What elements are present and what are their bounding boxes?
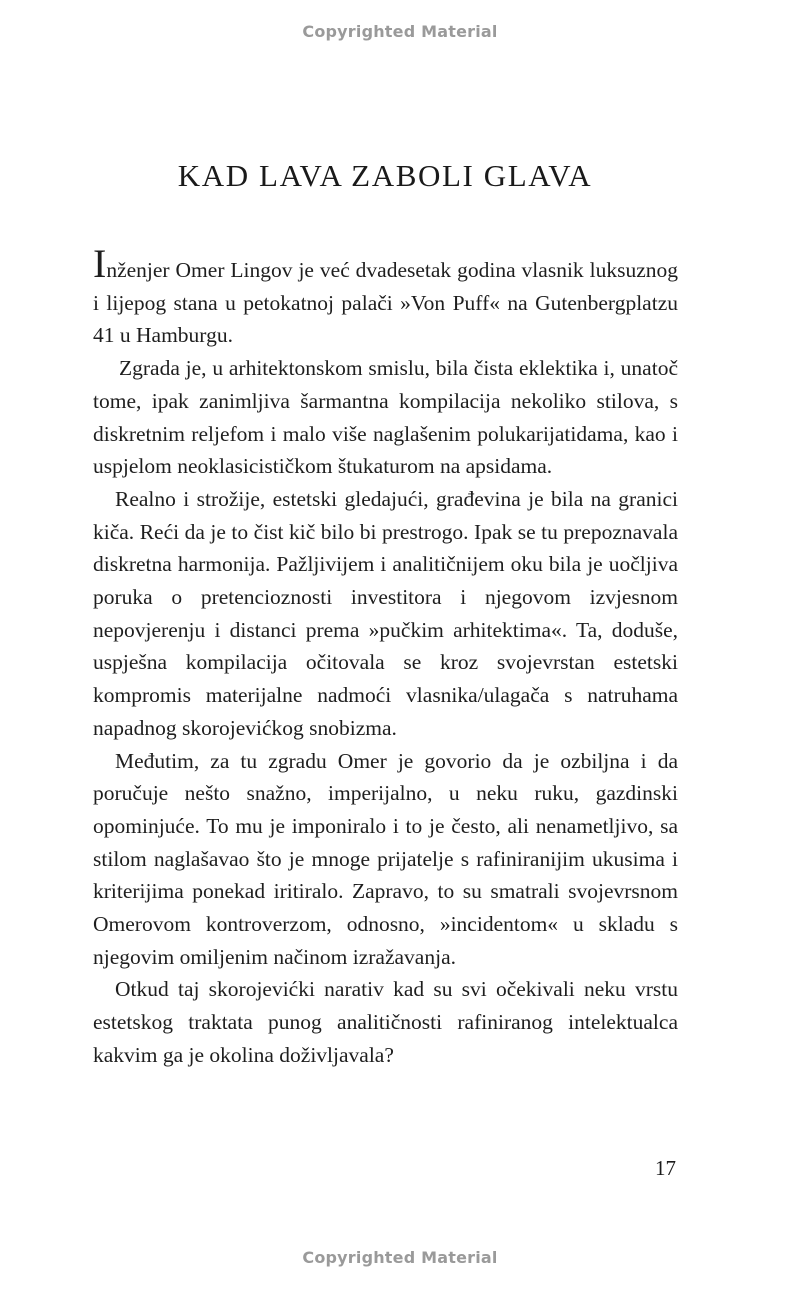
paragraph-1-text: nženjer Omer Lingov je već dvadesetak godina vlasnik luksuznog i lijepog stana u petokatnoj palači »Von Puff« na Gutenbergplatzu 41 u Hamburgu.: [93, 258, 678, 348]
drop-cap: I: [93, 241, 107, 286]
chapter-body: [93, 241, 678, 1072]
page-number: 17: [655, 1156, 676, 1180]
chapter-title: KAD LAVA ZABOLI GLAVA: [177, 158, 593, 193]
paragraph-4: Međutim, za tu zgradu Omer je govorio da je ozbiljna i da poručuje nešto snažno, imperijalno, u neku ruku, gazdinski opominjuće. To mu je imponiralo i to je često, ali nenametljivo, sa stilom naglašavao što je mnoge prijatelje s rafiniranijim ukusima i kriterijima ponekad iritiralo. Zapravo, to su smatrali svojevrsnom Omerovom kontroverzom, odnosno, »incidentom« u skladu s njegovim omiljenim načinom izražavanja.: [93, 748, 678, 969]
paragraph-5: Otkud taj skorojevićki narativ kad su svi očekivali neku vrstu estetskog traktata punog analitičnosti rafiniranog intelektualca kakvim ga je okolina doživljavala?: [93, 977, 678, 1067]
copyright-watermark-top: Copyrighted Material: [302, 22, 498, 41]
copyright-watermark-bottom: Copyrighted Material: [302, 1248, 498, 1267]
paragraph-1: [93, 241, 678, 352]
paragraph-2: Zgrada je, u arhitektonskom smislu, bila čista eklektika i, unatoč tome, ipak zanimljiva šarmantna kompilacija nekoliko stilova, s diskretnim reljefom i malo više naglašenim polukarijatidama, kao i uspjelom neoklasicističkom štukaturom na apsidama.: [93, 356, 678, 479]
paragraph-3: Realno i strožije, estetski gledajući, građevina je bila na granici kiča. Reći da je to čist kič bilo bi prestrogo. Ipak se tu prepoznavala diskretna harmonija. Pažljivijem i analitičnijem oku bila je uočljiva poruka o pretencioznosti investitora i njegovom izvjesnom nepovjerenju i distanci prema »pučkim arhitektima«. Ta, doduše, uspješna kompilacija očitovala se kroz svojevrstan estetski kompromis materijalne nadmoći vlasnika/ulagača s natruhama napadnog skorojevićkog snobizma.: [93, 486, 678, 740]
